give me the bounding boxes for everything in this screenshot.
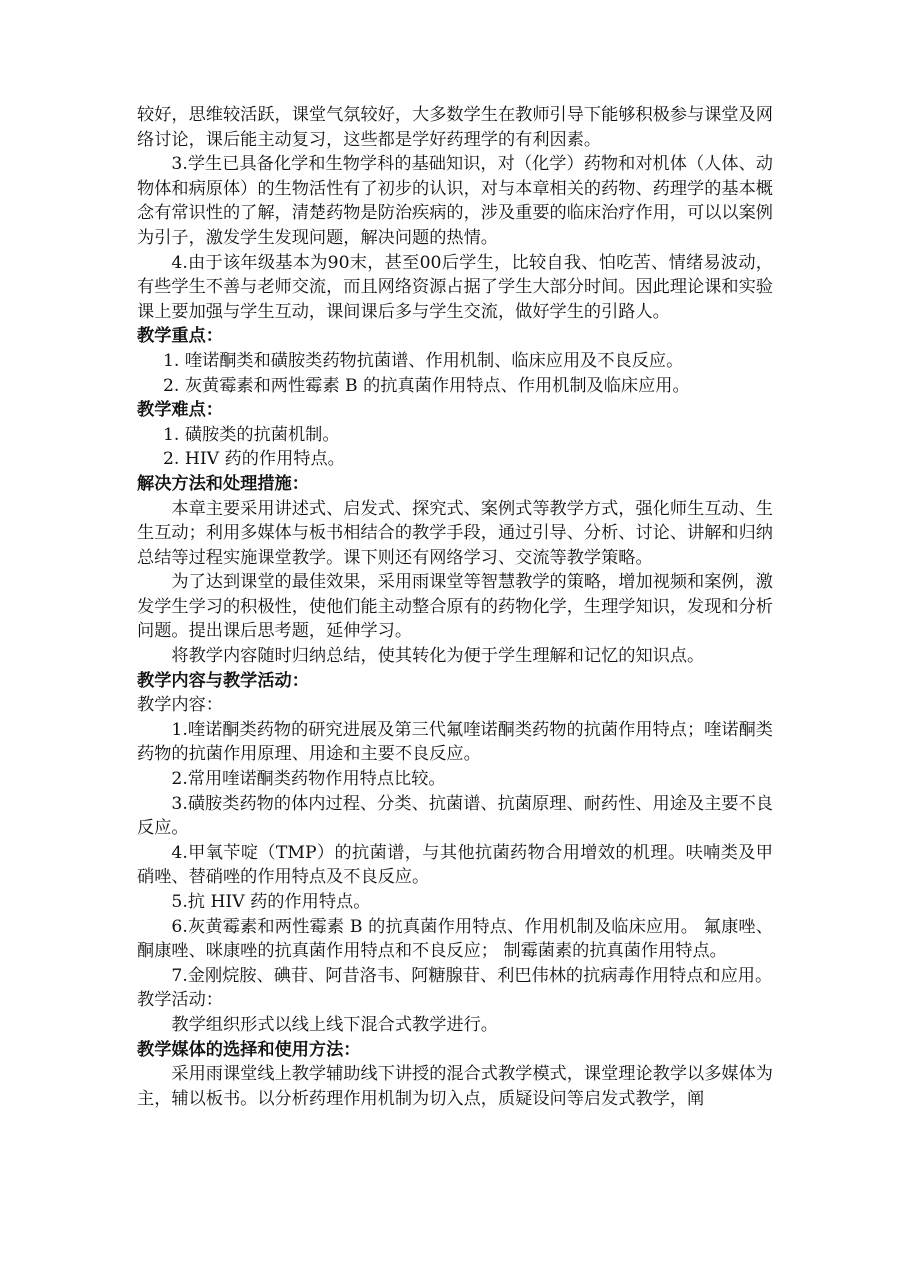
activity-heading: 教学活动： bbox=[137, 990, 223, 1011]
focus-heading: 教学重点： bbox=[137, 326, 223, 347]
focus-item: 1. 喹诺酮类和磺胺类药物抗菌谱、作用机制、临床应用及不良反应。 bbox=[163, 350, 684, 371]
media-text: 采用雨课堂线上教学辅助线下讲授的混合式教学模式，课堂理论教学以多媒体为主，辅以板书。以分析药理作用机制为切入点，质疑设问等启发式教学，阐 bbox=[137, 1064, 773, 1109]
difficulty-item: 2. HIV 药的作用特点。 bbox=[163, 449, 345, 470]
content-item: 1.喹诺酮类药物的研究进展及第三代氟喹诺酮类药物的抗菌作用特点；喹诺酮类药物的抗菌作用原理、用途和主要不良反应。 bbox=[137, 719, 773, 765]
media-heading: 教学媒体的选择和使用方法： bbox=[137, 1039, 361, 1060]
content-item: 7.金刚烷胺、碘苷、阿昔洛韦、阿糖腺苷、利巴伟林的抗病毒作用特点和应用。 bbox=[171, 965, 773, 986]
content-sub-heading: 教学内容： bbox=[137, 695, 223, 716]
intro-continuation: 较好，思维较活跃，课堂气氛较好，大多数学生在教师引导下能够积极参与课堂及网络讨论，课后能主动复习，这些都是学好药理学的有利因素。 bbox=[137, 105, 773, 150]
document-page bbox=[137, 103, 773, 1111]
solution-paragraph: 本章主要采用讲述式、启发式、探究式、案例式等教学方式，强化师生互动、生生互动；利用多媒体与板书相结合的教学手段，通过引导、分析、讨论、讲解和归纳总结等过程实施课堂教学。课下则还有网络学习、交流等教学策略。 bbox=[137, 498, 773, 568]
activity-text: 教学组织形式以线上线下混合式教学进行。 bbox=[171, 1014, 498, 1035]
focus-item: 2. 灰黄霉素和两性霉素 B 的抗真菌作用特点、作用机制及临床应用。 bbox=[163, 375, 690, 396]
content-item: 3.磺胺类药物的体内过程、分类、抗菌谱、抗菌原理、耐药性、用途及主要不良反应。 bbox=[137, 793, 773, 839]
solution-paragraph: 为了达到课堂的最佳效果，采用雨课堂等智慧教学的策略，增加视频和案例，激发学生学习的积极性，使他们能主动整合原有的药物化学，生理学知识，发现和分析问题。提出课后思考题，延伸学习。 bbox=[137, 572, 773, 642]
content-item: 2.常用喹诺酮类药物作用特点比较。 bbox=[171, 769, 446, 790]
content-heading: 教学内容与教学活动： bbox=[137, 670, 309, 691]
content-item: 5.抗 HIV 药的作用特点。 bbox=[171, 892, 371, 912]
intro-point-4: 4.由于该年级基本为90末，甚至00后学生，比较自我、怕吃苦、情绪易波动，有些学生不善与老师交流，而且网络资源占据了学生大部分时间。因此理论课和实验课上要加强与学生互动，课间课后多与学生交流，做好学生的引路人。 bbox=[137, 252, 773, 322]
solution-heading: 解决方法和处理措施： bbox=[137, 473, 309, 494]
difficulty-item: 1. 磺胺类的抗菌机制。 bbox=[163, 424, 340, 445]
intro-point-3: 3.学生已具备化学和生物学科的基础知识，对（化学）药物和对机体（人体、动物体和病原体）的生物活性有了初步的认识，对与本章相关的药物、药理学的基本概念有常识性的了解，清楚药物是防治疾病的，涉及重要的临床治疗作用，可以以案例为引子，激发学生发现问题，解决问题的热情。 bbox=[137, 154, 773, 248]
content-item: 6.灰黄霉素和两性霉素 B 的抗真菌作用特点、作用机制及临床应用。 氟康唑、酮康唑、咪康唑的抗真菌作用特点和不良反应； 制霉菌素的抗真菌作用特点。 bbox=[137, 916, 773, 962]
content-item: 4.甲氧苄啶（TMP）的抗菌谱，与其他抗菌药物合用增效的机理。呋喃类及甲硝唑、替硝唑的作用特点及不良反应。 bbox=[137, 842, 773, 888]
difficulty-heading: 教学难点： bbox=[137, 400, 223, 421]
solution-paragraph: 将教学内容随时归纳总结，使其转化为便于学生理解和记忆的知识点。 bbox=[171, 646, 705, 667]
